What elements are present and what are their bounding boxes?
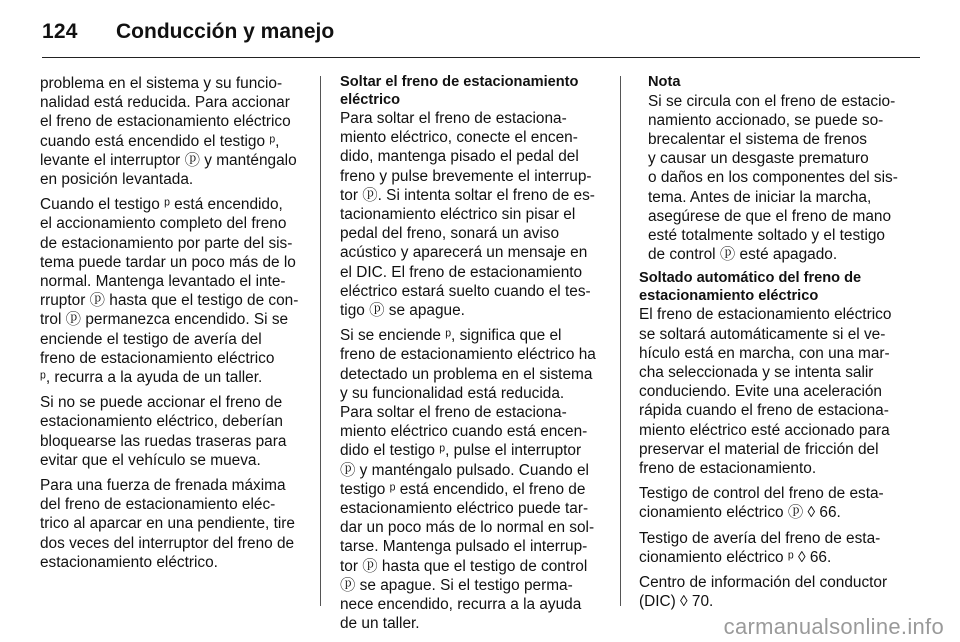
text-line: o daños en los componentes del sis- [648, 169, 898, 187]
text-line: el DIC. El freno de estacionamiento [340, 263, 583, 281]
paragraph [639, 573, 907, 611]
text-line: trol ⓟ permanezca encendido. Si se [40, 311, 289, 329]
text-line: eléctrico [340, 91, 401, 108]
text-line: cuando está encendido el testigo ᵖ, [40, 132, 280, 150]
text-line: Cuando el testigo ᵖ está encendido, [40, 196, 283, 214]
text-line: tacionamiento eléctrico sin pisar el [340, 206, 576, 224]
page-number: 124 [42, 20, 78, 43]
header-rule [42, 57, 920, 58]
text-line: estacionamiento eléctrico. [40, 553, 218, 571]
text-line: acústico y aparecerá un mensaje en [340, 244, 588, 262]
text-line: tor ⓟ. Si intenta soltar el freno de es- [340, 186, 595, 204]
text-line: freno de estacionamiento eléctrico ha [340, 346, 596, 364]
text-line: tema puede tardar un poco más de lo [40, 253, 296, 271]
column-divider-right [620, 76, 621, 606]
text-line: trico al aparcar en una pendiente, tire [40, 515, 295, 533]
text-line: de control ⓟ esté apagado. [648, 246, 838, 264]
text-line: Para una fuerza de frenada máxima [40, 477, 286, 495]
text-line: dar un poco más de lo normal en sol- [340, 519, 595, 537]
text-line: rápida cuando el freno de estaciona- [639, 402, 889, 420]
text-line: brecalentar el sistema de frenos [648, 130, 868, 148]
note-box [639, 74, 907, 264]
watermark: carmanualsonline.info [723, 614, 944, 639]
text-line: el accionamiento completo del freno [40, 215, 287, 233]
paragraph [40, 476, 308, 572]
text-line: estacionamiento eléctrico [639, 287, 819, 304]
text-line: cionamiento eléctrico ᵖ ◊ 66. [639, 548, 832, 566]
text-line: dido el testigo ᵖ, pulse el interruptor [340, 442, 582, 460]
text-line: eléctrico estará suelto cuando el tes- [340, 282, 591, 300]
text-line: dos veces del interruptor del freno de [40, 534, 295, 552]
text-line: pedal del freno, sonará un aviso [340, 225, 560, 243]
text-line: estacionamiento eléctrico puede tar- [340, 500, 589, 518]
text-line: tor ⓟ hasta que el testigo de control [340, 557, 588, 575]
text-line: ⓟ se apague. Si el testigo perma- [340, 576, 573, 594]
text-line: del freno de estacionamiento eléc- [40, 496, 276, 514]
text-line: Si se enciende ᵖ, significa que el [340, 327, 562, 345]
text-line: Para soltar el freno de estaciona- [340, 404, 567, 422]
text-line: miento eléctrico esté accionado para [639, 421, 890, 439]
page-title: Conducción y manejo [116, 20, 335, 43]
text-line: miento eléctrico, conecte el encen- [340, 129, 578, 147]
paragraph [639, 529, 907, 567]
text-line: y su funcionalidad está reducida. [340, 384, 565, 402]
column-right [639, 74, 907, 617]
text-line: freno de estacionamiento. [639, 459, 817, 477]
paragraph [40, 195, 308, 387]
text-line: bloquearse las ruedas traseras para [40, 432, 287, 450]
note-text [648, 92, 907, 265]
text-line: de un taller. [340, 615, 420, 633]
text-line: rruptor ⓟ hasta que el testigo de con- [40, 292, 299, 310]
text-line: miento eléctrico cuando está encen- [340, 423, 588, 441]
section-heading [639, 270, 907, 305]
text-line: Si no se puede accionar el freno de [40, 394, 283, 412]
text-line: El freno de estacionamiento eléctrico [639, 306, 892, 324]
text-line: namiento accionado, se puede so- [648, 111, 884, 129]
paragraph [340, 326, 608, 633]
text-line: el freno de estacionamiento eléctrico [40, 113, 291, 131]
text-line: enciende el testigo de avería del [40, 330, 262, 348]
text-line: ᵖ, recurra a la ayuda de un taller. [40, 369, 263, 387]
text-line: levante el interruptor ⓟ y manténgalo [40, 151, 297, 169]
text-line: freno de estacionamiento eléctrico [40, 349, 275, 367]
text-line: cionamiento eléctrico ⓟ ◊ 66. [639, 504, 841, 522]
text-line: Testigo de control del freno de esta- [639, 485, 884, 503]
paragraph [40, 74, 308, 189]
text-line: nalidad está reducida. Para accionar [40, 94, 290, 112]
text-line: Testigo de avería del freno de esta- [639, 529, 881, 547]
text-line: ⓟ y manténgalo pulsado. Cuando el [340, 461, 589, 479]
text-line: (DIC) ◊ 70. [639, 593, 714, 611]
text-line: freno y pulse brevemente el interrup- [340, 167, 592, 185]
text-line: normal. Mantenga levantado el inte- [40, 273, 286, 291]
text-line: detectado un problema en el sistema [340, 365, 593, 383]
text-line: y causar un desgaste prematuro [648, 150, 869, 168]
text-line: nece encendido, recurra a la ayuda [340, 596, 582, 614]
paragraph [639, 305, 907, 478]
text-line: preservar el material de fricción del [639, 440, 879, 458]
text-line: esté totalmente soltado y el testigo [648, 226, 885, 244]
text-line: Para soltar el freno de estaciona- [340, 110, 567, 127]
page-header [42, 14, 920, 58]
text-line: Centro de información del conductor [639, 573, 888, 591]
text-line: estacionamiento eléctrico, deberían [40, 413, 283, 431]
note-label: Nota [648, 74, 681, 90]
text-line: asegúrese de que el freno de mano [648, 207, 892, 225]
text-line: problema en el sistema y su funcio- [40, 75, 283, 92]
text-line: tarse. Mantenga pulsado el interrup- [340, 538, 588, 556]
text-line: conduciendo. Evite una aceleración [639, 383, 882, 401]
text-line: se soltará automáticamente si el ve- [639, 325, 886, 343]
text-line: en posición levantada. [40, 171, 194, 189]
paragraph [340, 109, 608, 320]
text-line: cha seleccionada y se intenta salir [639, 363, 874, 381]
text-line: tema. Antes de iniciar la marcha, [648, 188, 872, 206]
text-line: Soltar el freno de estacionamiento [340, 74, 579, 90]
text-line: dido, mantenga pisado el pedal del [340, 148, 579, 166]
column-divider-left [320, 76, 321, 606]
paragraph [639, 484, 907, 522]
text-line: tigo ⓟ se apague. [340, 302, 465, 320]
text-line: hículo está en marcha, con una mar- [639, 344, 890, 362]
text-line: evitar que el vehículo se mueva. [40, 451, 261, 469]
text-line: Soltado automático del freno de [639, 270, 862, 287]
section-heading [340, 74, 608, 109]
paragraph [40, 393, 308, 470]
text-line: testigo ᵖ está encendido, el freno de [340, 480, 586, 498]
column-left [40, 74, 308, 578]
text-line: Si se circula con el freno de estacio- [648, 92, 896, 110]
column-middle [340, 74, 608, 639]
text-line: de estacionamiento por parte del sis- [40, 234, 293, 252]
